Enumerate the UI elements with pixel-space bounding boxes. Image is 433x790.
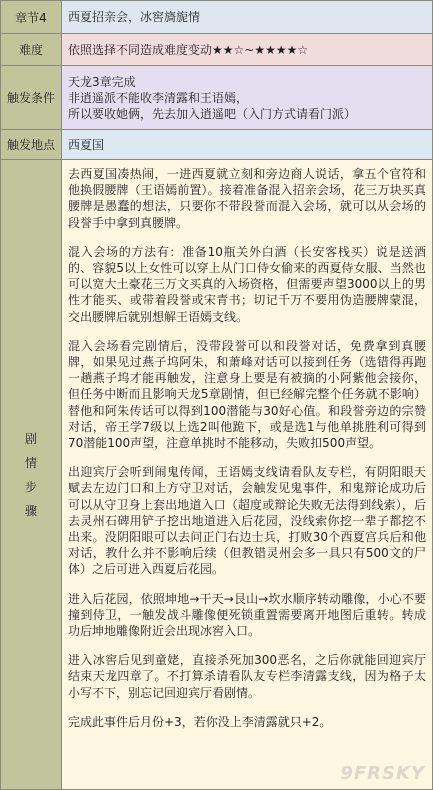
chapter-label: 章节4 xyxy=(1,1,62,34)
plot-paragraph: 出迎宾厅会听到闹鬼传闻，王语嫣支线请看队友专栏，有阴阳眼天赋去左边门口和上方守卫对话，会触发见鬼事件，和鬼辩论成功后可以从守卫身上套出地道入口（超度或辩论失败无法得到线索），后去灵州石碑用铲子挖出地道进入后花园，没线索你挖一辈子都挖不出来。没阴阳眼可以去问正门右边士兵，打败30个西夏宫兵后和他对话，教什么并不影响后续（但教错灵州会多一具只有500文的尸体）之后可进入西夏后花园。 xyxy=(68,465,426,577)
difficulty-label: 难度 xyxy=(1,34,62,66)
watermark: 9FRSKY xyxy=(340,763,425,784)
location-value: 西夏国 xyxy=(62,130,432,160)
plot-steps xyxy=(62,160,432,789)
chapter-value: 西夏招亲会，冰窖旖旎情 xyxy=(62,1,432,34)
plot-paragraph: 进入后花园，依照坤地→干天→艮山→坎水顺序转动雕像，小心不要撞到侍卫，一触发战斗雕像便死锁重置需要离开地图后重转。转成功后坤地雕像附近会出现冰窖入口。 xyxy=(68,591,426,639)
plot-label-char: 情 xyxy=(24,455,37,470)
trigger-label: 触发条件 xyxy=(1,66,62,130)
plot-paragraph: 完成此事件后月份+3，若你没上李清露就只+2。 xyxy=(68,714,332,729)
difficulty-value: 依照选择不同造成难度变动★★☆~★★★★☆ xyxy=(62,34,432,66)
plot-paragraph: 进入冰窖后见到童姥，直接杀死加300恶名，之后你就能回迎宾厅结束天龙四章了。不打算杀请看队友专栏李清露支线，因为格子太小写不下，别忘记回迎宾厅看剧情。 xyxy=(68,653,426,700)
plot-label-char: 步 xyxy=(24,479,37,494)
location-label: 触发地点 xyxy=(1,130,62,160)
trigger-line: 非逍遥派不能收李清露和王语嫣， xyxy=(68,90,249,105)
plot-label xyxy=(1,160,62,789)
trigger-line: 所以要收她俩，先去加入逍遥吧（入门方式请看门派） xyxy=(68,106,357,121)
plot-paragraph: 混入会场看完剧情后，没带段誉可以和段誉对话，免费拿到真腰牌，如果见过燕子坞阿朱，和萧峰对话可以接到任务（选错得再跑一趟燕子坞才能再触发，注意身上要是有被摘的小阿紫他会接你，但任务中断而且影响天龙5章剧情，但已经解完整个任务就不影响）替他和阿朱传话可以得到100潜能与30好心值。和段誉旁边的宗赞对话，帝王学7级以上选2叫他跪下，或是选1与他单挑胜利可得到70潜能100声望，注意单挑时不能移动，失败扣500声望。 xyxy=(68,338,426,451)
plot-label-char: 剧 xyxy=(24,431,37,446)
trigger-value xyxy=(62,66,432,130)
plot-paragraph: 去西夏国凑热闹，一进西夏就立刻和旁边商人说话，拿五个官符和他换假腰牌（王语嫣前置）。接着准备混入招亲会场，花三万块买真腰牌是愚蠢的想法，只要你不带段誉而混入会场，就可以从会场的段誉手中拿到真腰牌。 xyxy=(68,167,426,230)
plot-label-char: 骤 xyxy=(24,503,37,518)
trigger-line: 天龙3章完成 xyxy=(68,74,136,89)
plot-paragraph: 混入会场的方法有：准备10瓶关外白酒（长安客栈买）说是送酒的、容貌5以上女性可以穿上从门口侍女偷来的西夏侍女服、当然也可以宽大土豪花三万文买真的入场资格，但需要声望3000以上的男性才能买、或带着段誉或宋青书；切记千万不要用伪造腰牌蒙混，交出腰牌后就别想解王语嫣支线。 xyxy=(68,244,426,324)
